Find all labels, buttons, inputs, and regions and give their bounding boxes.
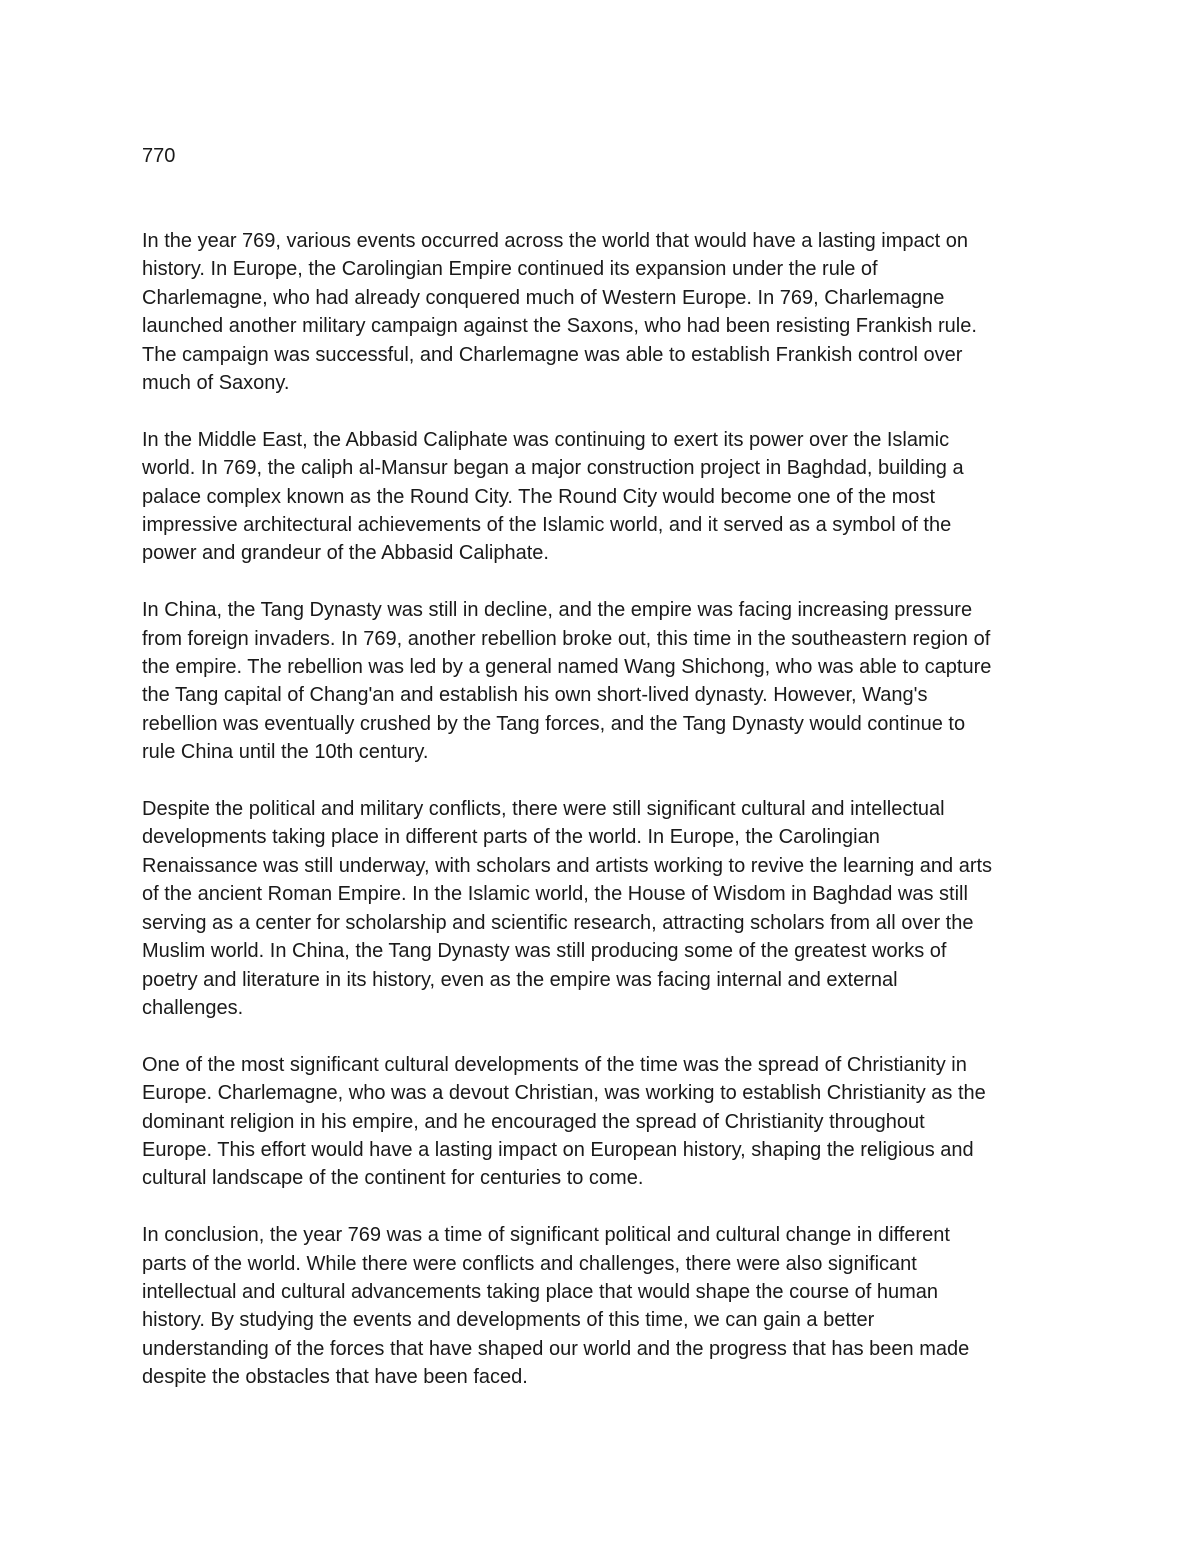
paragraph-christianity: One of the most significant cultural developments of the time was the spread of Christianity in Europe. Charlemagne, who was a devout Christian, was working to establish Christianity as the dominant religion in his empire, and he encouraged the spread of Christianity throughout Europe. This effort would have a lasting impact on European history, shaping the religious and cultural landscape of the continent for centuries to come. [142, 1053, 986, 1190]
paragraph-cultural-developments: Despite the political and military conflicts, there were still significant cultural and intellectual developments taking place in different parts of the world. In Europe, the Carolingian Renaissance was still underway, with scholars and artists working to revive the learning and arts of the ancient Roman Empire. In the Islamic world, the House of Wisdom in Baghdad was still serving as a center for scholarship and scientific research, attracting scholars from all over the Muslim world. In China, the Tang Dynasty was still producing some of the greatest works of poetry and literature in its history, even as the empire was facing internal and external challenges. [142, 798, 993, 1019]
paragraph-europe: In the year 769, various events occurred across the world that would have a lasting impact on history. In Europe, the Carolingian Empire continued its expansion under the rule of Charlemagne, who had already conquered much of Western Europe. In 769, Charlemagne launched another military campaign against the Saxons, who had been resisting Frankish rule. The campaign was successful, and Charlemagne was able to establish Frankish control over much of Saxony. [142, 230, 977, 395]
paragraph-conclusion: In conclusion, the year 769 was a time of significant political and cultural change in different parts of the world. While there were conflicts and challenges, there were also significant intellectual and cultural advancements taking place that would shape the course of human history. By studying the events and developments of this time, we can gain a better understanding of the forces that have shaped our world and the progress that has been made despite the obstacles that have been faced. [142, 1224, 970, 1389]
paragraph-middle-east: In the Middle East, the Abbasid Caliphate was continuing to exert its power over the Islamic world. In 769, the caliph al-Mansur began a major construction project in Baghdad, building a palace complex known as the Round City. The Round City would become one of the most impressive architectural achievements of the Islamic world, and it served as a symbol of the power and grandeur of the Abbasid Caliphate. [142, 428, 964, 565]
document-body [142, 227, 1072, 1420]
page-title: 770 [142, 145, 176, 167]
paragraph-china: In China, the Tang Dynasty was still in decline, and the empire was facing increasing pressure from foreign invaders. In 769, another rebellion broke out, this time in the southeastern region of the empire. The rebellion was led by a general named Wang Shichong, who was able to capture the Tang capital of Chang'an and establish his own short-lived dynasty. However, Wang's rebellion was eventually crushed by the Tang forces, and the Tang Dynasty would continue to rule China until the 10th century. [142, 599, 992, 764]
